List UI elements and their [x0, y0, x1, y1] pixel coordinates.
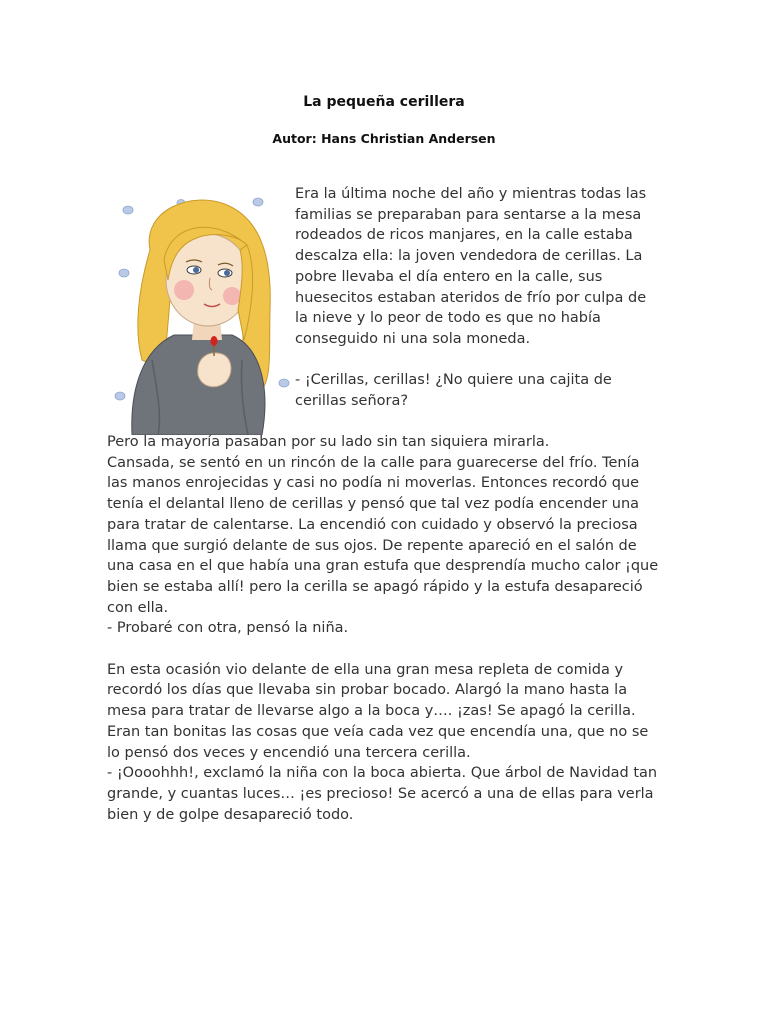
paragraph: [295, 184, 675, 350]
text-line: para tratar de calentarse. La encendió con cuidado y observó la preciosa: [107, 516, 638, 533]
text-line: recordó los días que llevaba sin probar bocado. Alargó la mano hasta la: [107, 682, 628, 699]
text-line: En esta ocasión vio delante de ella una gran mesa repleta de comida y: [107, 661, 624, 678]
paragraph-gap: [107, 639, 667, 660]
text-line: tenía el delantal lleno de cerillas y pensó que tal vez podía encender una: [107, 496, 640, 513]
text-line: rodeados de ricos manjares, en la calle estaba: [295, 227, 633, 244]
text-line: mesa para tratar de llevarse algo a la boca y…. ¡zas! Se apagó la cerilla.: [107, 703, 636, 720]
text-line: cerillas señora?: [295, 393, 409, 410]
paragraph: [295, 370, 675, 411]
text-line: Era la última noche del año y mientras todas las: [295, 186, 647, 202]
text-line: conseguido ni una sola moneda.: [295, 330, 531, 347]
text-line: con ella.: [107, 599, 169, 616]
text-line: la nieve y lo peor de todo es que no había: [295, 310, 601, 327]
text-line: - ¡Cerillas, cerillas! ¿No quiere una cajita de: [295, 372, 612, 389]
intro-text-block: [295, 184, 675, 412]
text-line: - Probaré con otra, pensó la niña.: [107, 620, 349, 637]
text-line: - ¡Oooohhh!, exclamó la niña con la boca abierta. Que árbol de Navidad tan: [107, 765, 658, 782]
text-line: bien y de golpe desapareció todo.: [107, 806, 354, 823]
document-title: La pequeña cerillera: [303, 94, 465, 110]
text-line: descalza ella: la joven vendedora de cerillas. La: [295, 248, 643, 265]
text-line: una casa en el que había una gran estufa que desprendía mucho calor ¡que: [107, 558, 659, 575]
paragraph: [107, 432, 667, 639]
text-line: las manos enrojecidas y casi no podía ni moverlas. Entonces recordó que: [107, 475, 640, 492]
text-line: huesecitos estaban ateridos de frío por culpa de: [295, 289, 647, 306]
paragraph: [107, 660, 667, 826]
text-line: Pero la mayoría pasaban por su lado sin tan siquiera mirarla.: [107, 434, 550, 450]
text-line: grande, y cuantas luces… ¡es precioso! Se acercó a una de ellas para verla: [107, 785, 654, 802]
text-line: Cansada, se sentó en un rincón de la calle para guarecerse del frío. Tenía: [107, 454, 640, 471]
story-body: [107, 432, 667, 825]
text-line: pobre llevaba el día entero en la calle, sus: [295, 268, 603, 285]
document-author: Autor: Hans Christian Andersen: [272, 131, 496, 146]
flame-icon: [211, 336, 218, 346]
text-line: lo pensó dos veces y encendió una tercera cerilla.: [107, 744, 471, 761]
text-line: llama que surgió delante de sus ojos. De repente apareció en el salón de: [107, 537, 637, 554]
girl-with-match-illustration: [112, 190, 292, 435]
text-line: Eran tan bonitas las cosas que veía cada vez que encendía una, que no se: [107, 723, 649, 740]
text-line: familias se preparaban para sentarse a la mesa: [295, 206, 642, 223]
text-line: bien se estaba allí! pero la cerilla se apagó rápido y la estufa desapareció: [107, 578, 643, 595]
